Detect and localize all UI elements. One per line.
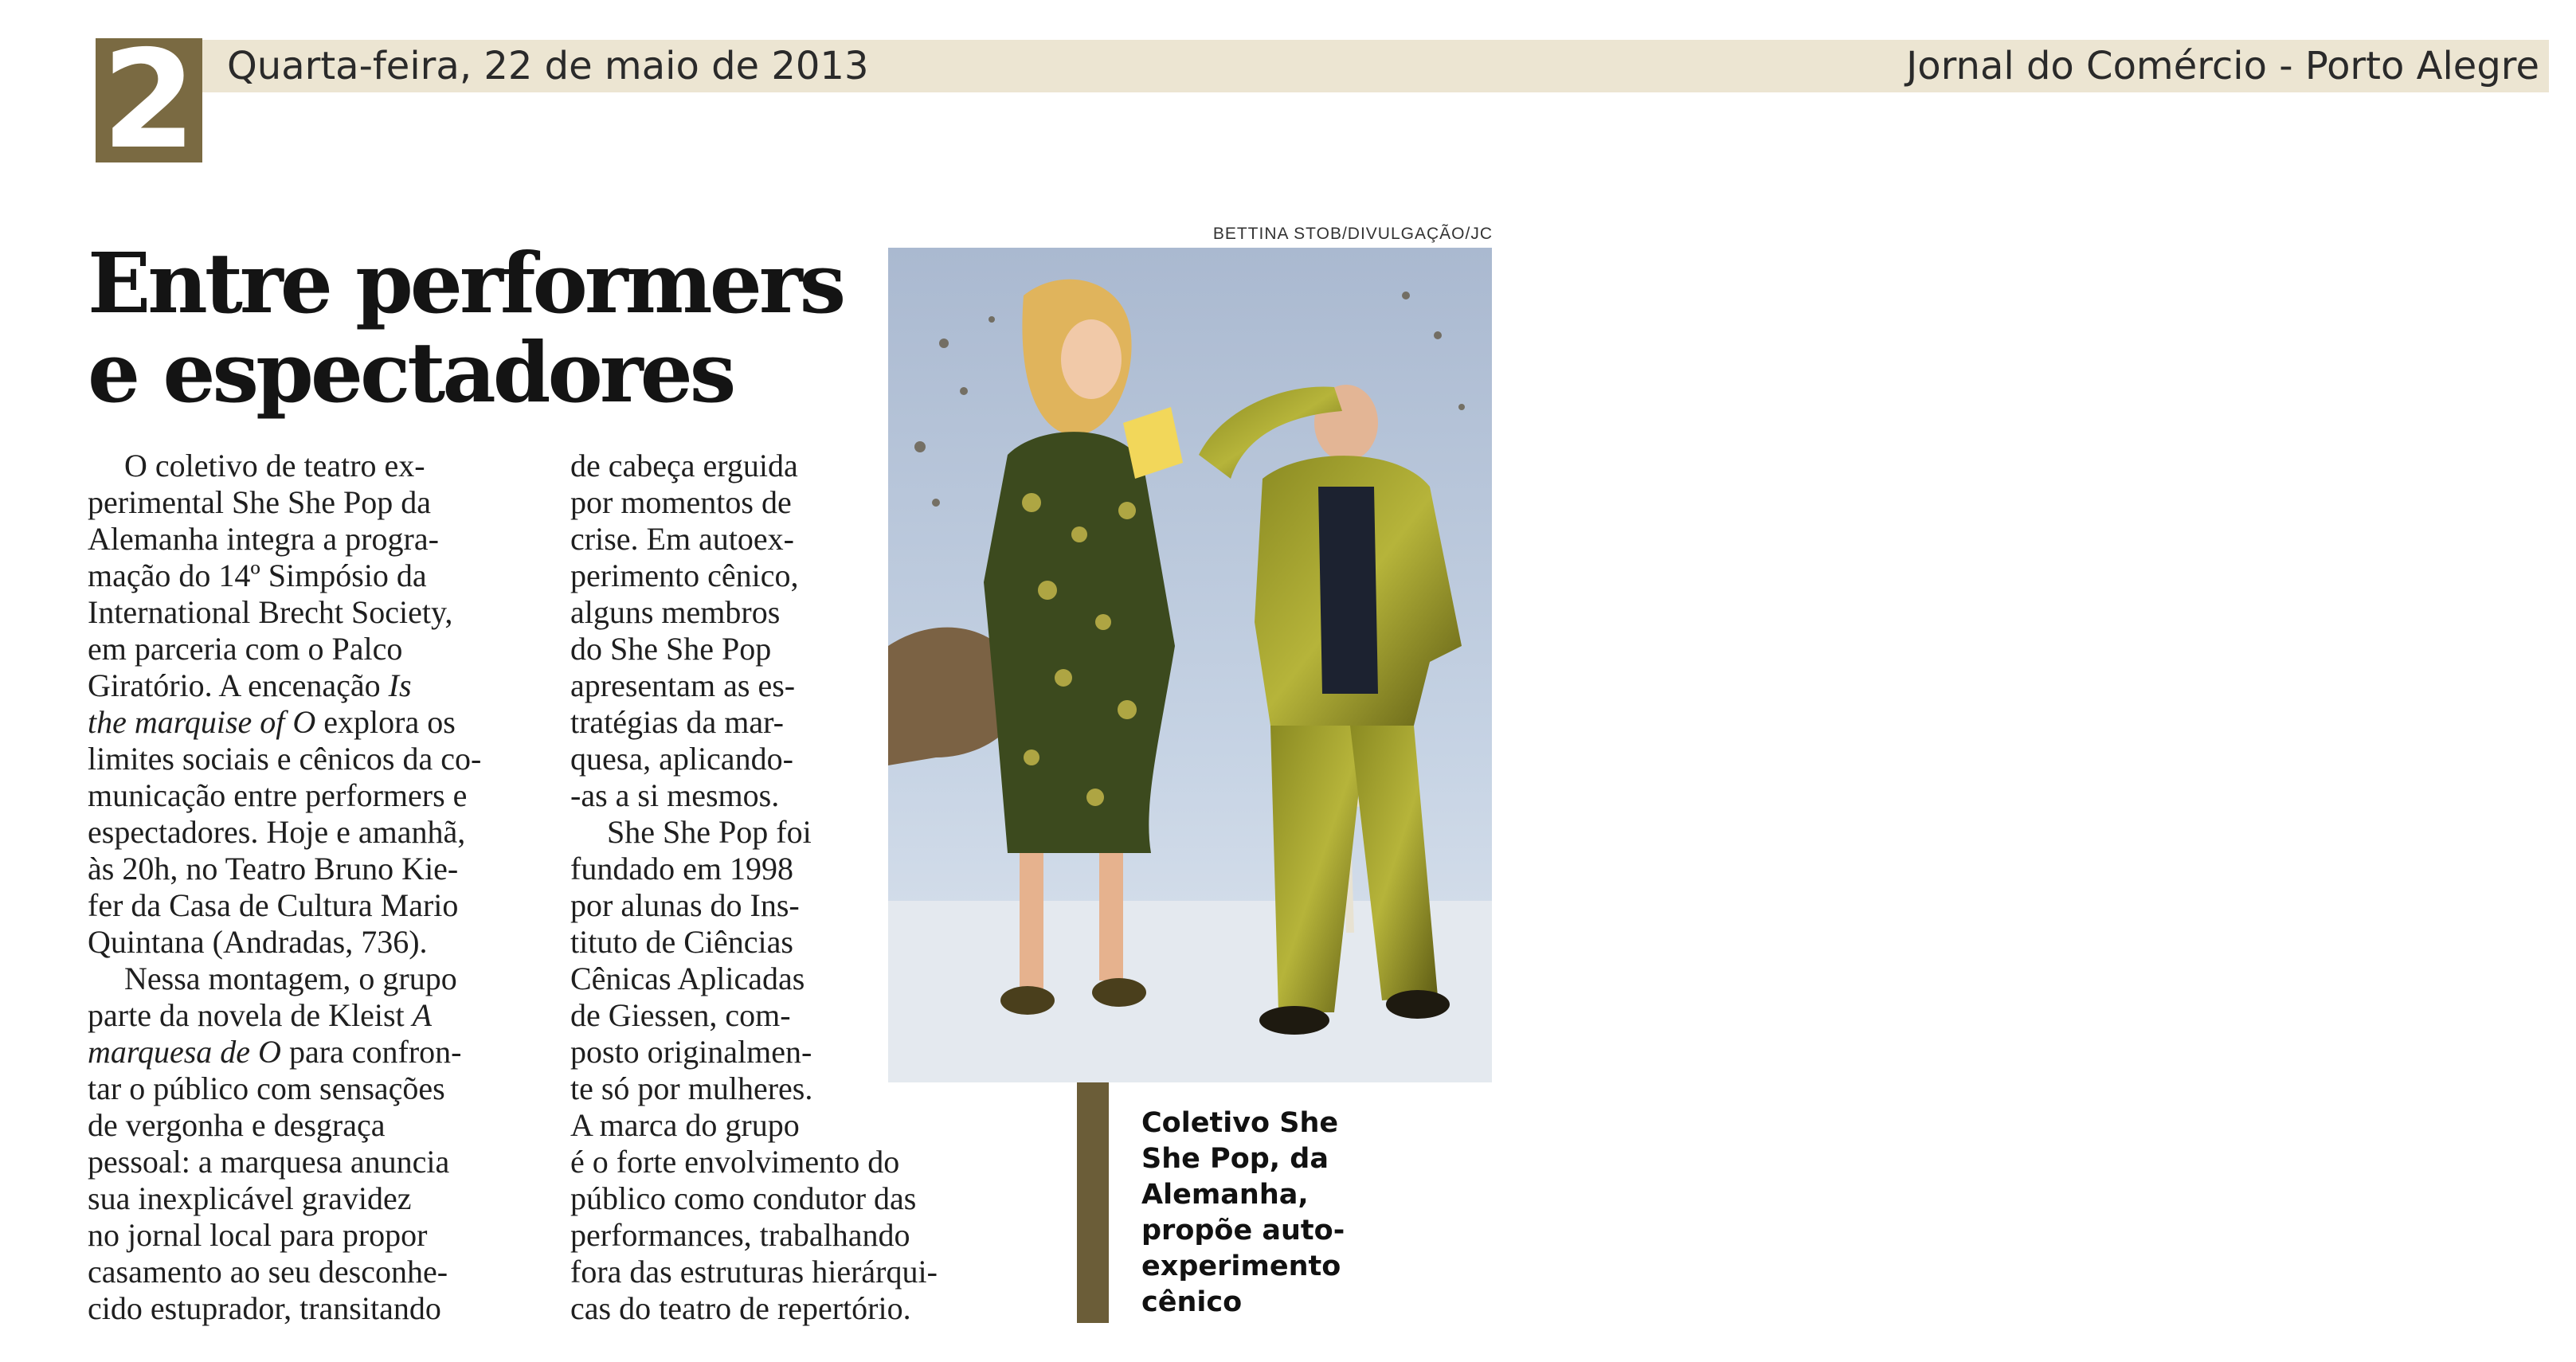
text-line: sua inexplicável gravidez [88,1180,412,1216]
text-line: fer da Casa de Cultura Mario [88,887,459,923]
text-line: quesa, aplicando- [570,741,793,777]
text-line: fora das estruturas hierárqui- [570,1254,938,1290]
text-line: pessoal: a marquesa anuncia [88,1144,450,1180]
text-line: perimento cênico, [570,558,799,593]
text-line: She She Pop foi [607,814,812,850]
headline-line: Entre performers [88,234,844,332]
text-line: te só por mulheres. [570,1070,813,1106]
text-line: Cênicas Aplicadas [570,961,805,996]
text-line: casamento ao seu desconhe- [88,1254,448,1290]
text-line: mação do 14º Simpósio da [88,558,427,593]
text-line: tar o público com sensações [88,1070,445,1106]
text-line: Quintana (Andradas, 736). [88,924,428,960]
text-line: the marquise of O explora os [88,704,456,740]
newspaper-name: Jornal do Comércio - Porto Alegre [1906,44,2539,88]
text-line: por alunas do Ins- [570,887,800,923]
text-line: por momentos de [570,484,792,520]
text-line: marquesa de O para confron- [88,1034,462,1070]
text-line: O coletivo de teatro ex- [124,448,425,483]
caption-line: propõe auto- [1141,1215,1345,1247]
text-line: do She She Pop [570,631,772,667]
text-line: de Giessen, com- [570,997,791,1033]
text-line: Alemanha integra a progra- [88,521,439,557]
text-line: municação entre performers e [88,777,468,813]
text-line: fundado em 1998 [570,851,793,886]
novel-title: A [412,997,433,1033]
text-line: A marca do grupo [570,1107,800,1143]
stage-photo-illustration [888,248,1492,1082]
article-photo [888,248,1492,1082]
text-line: parte da novela de Kleist A [88,997,433,1033]
play-title: Is [388,667,412,703]
caption-line: She Pop, da [1141,1143,1329,1175]
photo-caption [1141,1106,1349,1321]
text-line: Nessa montagem, o grupo [124,961,457,996]
novel-title: marquesa de O [88,1034,281,1070]
text-line: no jornal local para propor [88,1217,428,1253]
text-line: público como condutor das [570,1180,917,1216]
text-line: perimental She She Pop da [88,484,432,520]
text-line: cas do teatro de repertório. [570,1290,911,1326]
text-line: performances, trabalhando [570,1217,910,1253]
caption-line: experimento [1141,1250,1341,1282]
text-line: apresentam as es- [570,667,796,703]
text-line: de vergonha e desgraça [88,1107,386,1143]
photo-credit: BETTINA STOB/DIVULGAÇÃO/JC [1212,225,1493,243]
text-line: -as a si mesmos. [570,777,780,813]
text-line: às 20h, no Teatro Bruno Kie- [88,851,459,886]
text-line: tratégias da mar- [570,704,784,740]
text-line: crise. Em autoex- [570,521,794,557]
text-line: posto originalmen- [570,1034,812,1070]
text-line: em parceria com o Palco [88,631,403,667]
text-line: espectadores. Hoje e amanhã, [88,814,466,850]
text-line: é o forte envolvimento do [570,1144,900,1180]
page-number: 2 [96,38,202,162]
text-line: cido estuprador, transitando [88,1290,441,1326]
issue-date: Quarta-feira, 22 de maio de 2013 [227,44,869,88]
caption-line: Coletivo She [1141,1107,1339,1139]
caption-line: Alemanha, [1141,1179,1309,1211]
text-line: Giratório. A encenação Is [88,667,412,703]
play-title: the marquise of O [88,704,316,740]
text-line: tituto de Ciências [570,924,793,960]
article-headline [88,234,844,421]
caption-line: cênico [1141,1286,1243,1318]
text-line: alguns membros [570,594,781,630]
headline-line: e espectadores [88,323,734,421]
text-line: limites sociais e cênicos da co- [88,741,482,777]
caption-bar [1077,1082,1109,1323]
text-line: International Brecht Society, [88,594,453,630]
article-column-1 [88,448,534,1327]
text-line: de cabeça erguida [570,448,798,483]
